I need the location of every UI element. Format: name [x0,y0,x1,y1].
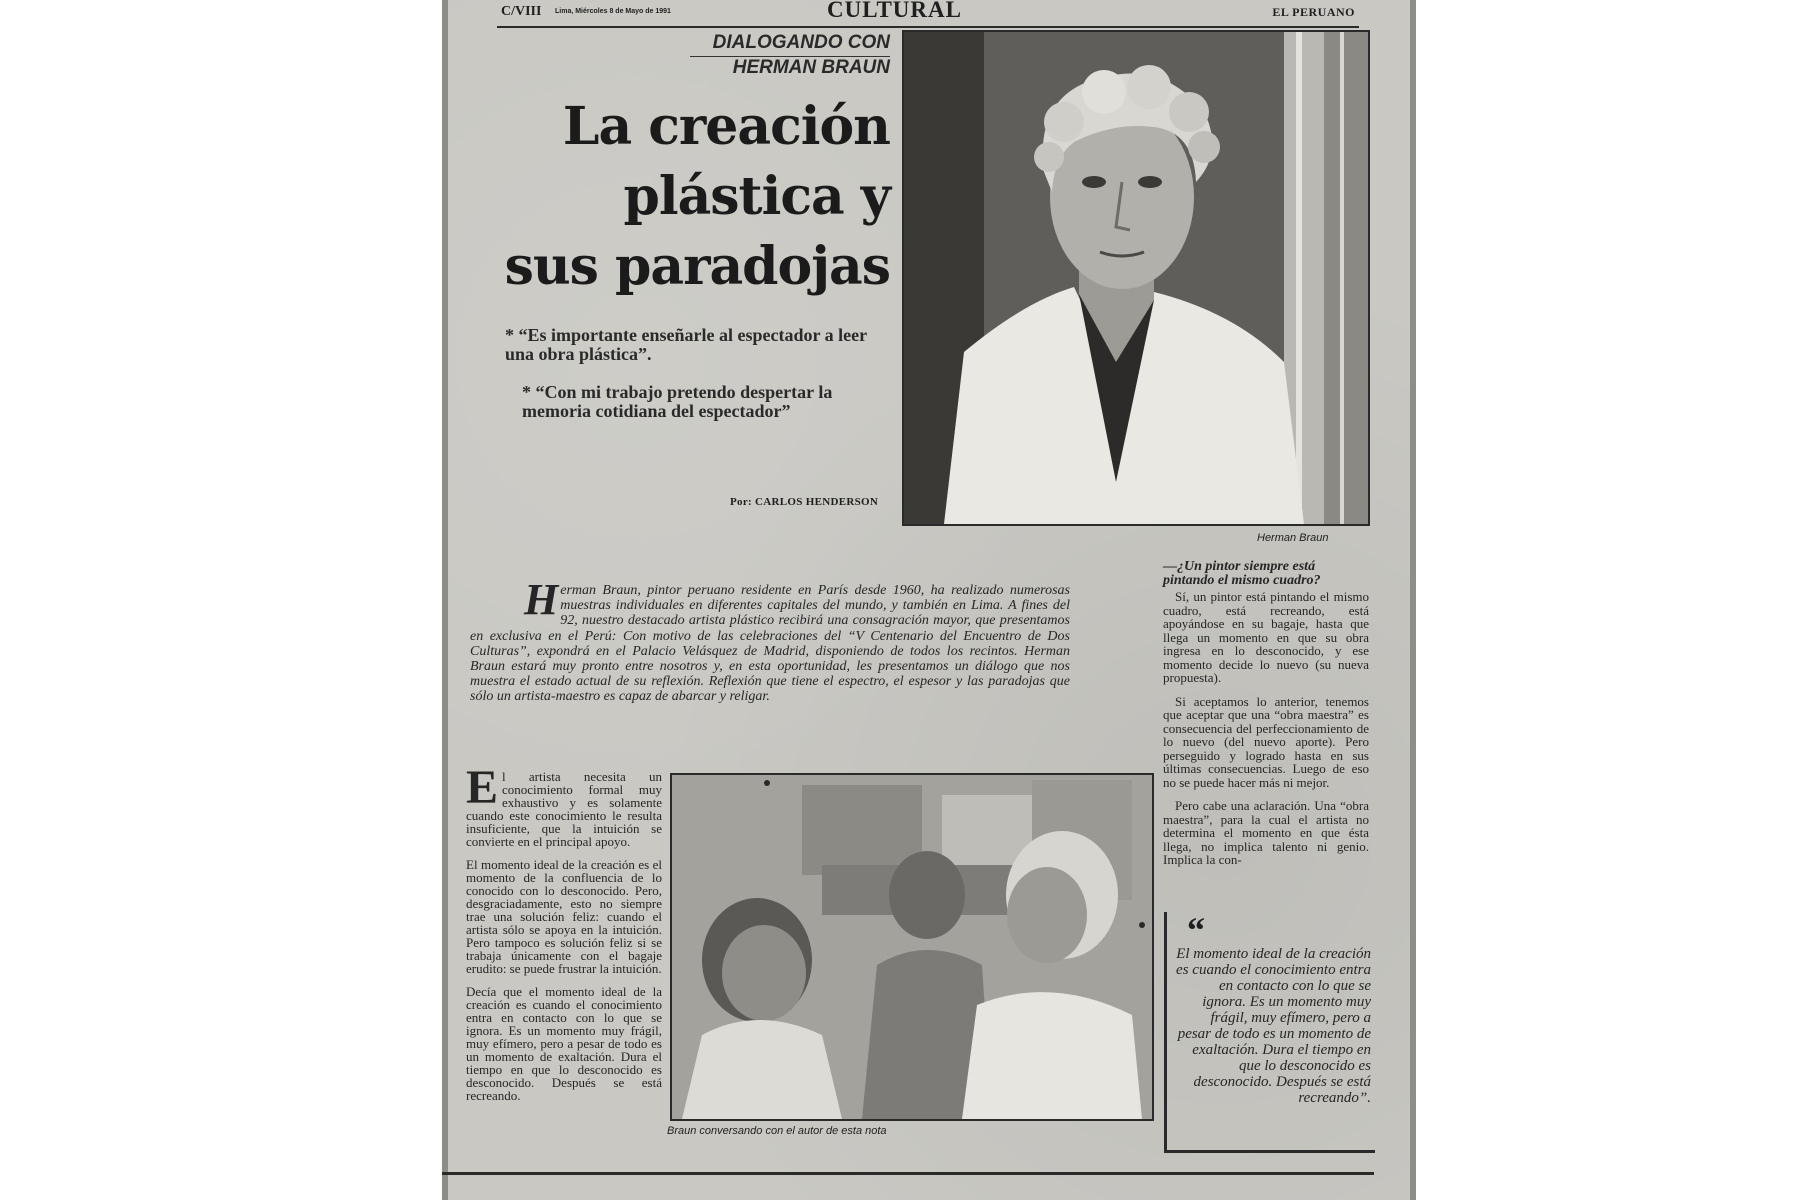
bottom-rule [442,1172,1374,1175]
right-paragraph-3: Pero cabe una aclaración. Una “obra maestra”, para la cual el artista no determina el momento en que ésta llega, no implica talento ni genio. Implica la con- [1163,798,1369,867]
right-paragraph-1: Sí, un pintor está pintando el mismo cuadro, está recreando, está apoyándose en su bagaje, hasta que llega un momento en que su obra ingresa en lo desconocido, y ese momento decide lo nuevo (su nueva propuesta). [1163,589,1369,685]
quote-mark: “ [1187,910,1205,950]
portrait-caption: Herman Braun [1257,532,1329,544]
kicker [640,30,890,80]
conversation-image [672,775,1152,1119]
headline [470,92,890,302]
portrait-photo [902,30,1370,526]
interview-question: —¿Un pintor siempre está pintando el mismo cuadro? [1163,559,1321,588]
left-paragraph-1-text: l artista necesita un conocimiento formal muy exhaustivo y es solamente cuando este conocimiento le resulta insuficiente, que la intuición se convierte en el principal apoyo. [466,769,662,849]
headline-line-2: plástica y [623,166,890,227]
byline: Por: CARLOS HENDERSON [730,496,879,508]
left-column [466,761,662,1112]
intro-text: erman Braun, pintor peruano residente en París desde 1960, ha realizado numerosas muestras individuales en diferentes capitales del mundo, y también en Lima. A fines del 92, nuestro destacado artista plástico recibirá una consagración mayor, que presentamos en exclusiva en el Perú: Con motivo de las celebraciones del “V Centenario del Encuentro de Dos Culturas”, expondrá en el Palacio Velásquez de Madrid, disponiendo de todos los recintos. Herman Braun estará muy pronto entre nosotros y, en esta oportunidad, les presentamos un diálogo que nos muestra el estado actual de su reflexión. Reflexión que tiene el espectro, el espesor y las paradojas que sólo un artista-maestro es capaz de abarcar y religar. [470,583,1070,705]
right-paragraph-2: Si aceptamos lo anterior, tenemos que aceptar que una “obra maestra” es consecuencia del perfeccionamiento de lo nuevo (del nuevo aporte). Pero perseguido y logrado hasta en sus últimas consecuencias. Luego de eso no se puede hacer más ni mejor. [1163,693,1369,790]
section-title: CULTURAL [827,0,962,22]
masthead [497,0,1359,28]
page-edge-right [1410,0,1416,1200]
intro-dropcap: H [524,575,559,624]
kicker-line-2: HERMAN BRAUN [732,57,890,78]
newspaper-name: EL PERUANO [1272,5,1355,19]
page-number: C/VIII [501,4,542,19]
left-paragraph-1 [466,761,662,849]
left-paragraph-3: Decía que el momento ideal de la creación es cuando el conocimiento entra en contacto con lo que se ignora. Es un momento muy frágil, muy efímero, pero a pesar de todo es un momento de exaltación. Dura el tiempo en que lo desconocido es desconocido. Después se está recreando. [466,984,662,1103]
pull-quote-text: El momento ideal de la creación es cuando el conocimiento entra en contacto con lo que se ignora. Es un momento muy frágil, muy efímero, pero a pesar de todo es un momento de exaltación. Dura el tiempo en que lo desconocido es desconocido. Después se está recreando”. [1176,946,1371,1106]
conversation-photo [670,773,1154,1121]
headline-line-1: La creación [562,96,890,157]
page-edge-left [442,0,448,1200]
intro-paragraph [470,575,1070,705]
pull-quote [1164,912,1375,1153]
deck-quote-1: * “Es importante enseñarle al espectador a leer una obra plástica”. [505,325,867,364]
left-paragraph-2: El momento ideal de la creación es el momento de la confluencia de lo conocido con lo desconocido. Pero, desgraciadamente, esto no siempre trae una solución feliz: cuando el artista sólo se apoya en la intuición. Pero tampoco es solución feliz si se trabaja únicamente con el bagaje erudito: se puede frustrar la intuición. [466,857,662,976]
headline-line-3: sus paradojas [504,236,890,297]
deck-quote-2: * “Con mi trabajo pretendo despertar la memoria cotidiana del espectador” [522,382,833,421]
kicker-rule [690,56,890,57]
conversation-caption: Braun conversando con el autor de esta nota [667,1125,887,1137]
date-line: Lima, Miércoles 8 de Mayo de 1991 [555,8,671,15]
kicker-line-1: DIALOGANDO CON [712,32,890,53]
portrait-image [904,32,1368,524]
right-column [1163,560,1369,877]
left-dropcap: E [466,761,499,814]
